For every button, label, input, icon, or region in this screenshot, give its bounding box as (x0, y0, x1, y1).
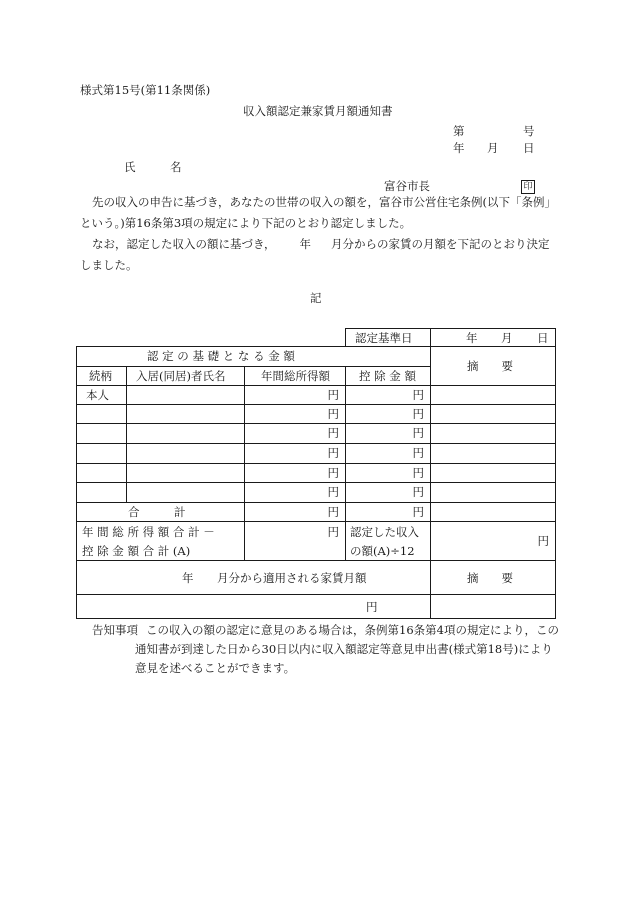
name-cell (126, 482, 245, 503)
col-income: 年間総所得額 (261, 369, 330, 383)
income-unit: 円 (327, 426, 339, 440)
income-unit: 円 (327, 446, 339, 460)
number-go: 号 (523, 124, 535, 138)
col-relation-cell (76, 366, 127, 386)
remarks-cell (430, 385, 556, 405)
col-relation: 続柄 (89, 369, 112, 383)
income-unit: 円 (327, 407, 339, 421)
relation-cell: 本人 (86, 388, 109, 402)
remarks-cell (430, 502, 556, 522)
certified-unit: 円 (537, 534, 549, 548)
date-day: 日 (523, 141, 535, 155)
seal-box: 印 (521, 180, 535, 194)
issuer: 富谷市長 (384, 179, 430, 193)
remarks-cell (430, 463, 556, 483)
remarks-header-cell (430, 346, 556, 386)
name-cell (126, 404, 245, 424)
rent-label: 月分から適用される家賃月額 (217, 571, 367, 585)
basis-header: 認 定 の 基 礎 と な る 金 額 (147, 349, 295, 363)
certified-label-2: の額(A)÷12 (350, 544, 415, 558)
total-deduction-unit: 円 (412, 505, 424, 519)
col-deduction: 控 除 金 額 (359, 369, 416, 383)
base-date-label-cell (345, 328, 431, 347)
difference-unit: 円 (327, 525, 339, 539)
base-date-month: 月 (501, 331, 513, 345)
remarks-header: 摘 要 (467, 359, 513, 373)
base-date-value-cell (430, 328, 556, 347)
base-date-day: 日 (537, 331, 549, 345)
document-title: 収入額認定兼家賃月額通知書 (243, 104, 393, 118)
rent-remarks: 摘 要 (467, 571, 513, 585)
notice-line-3: 意見を述べることができます。 (135, 661, 296, 675)
rent-year: 年 (182, 571, 194, 585)
certified-label-1: 認定した収入 (350, 525, 419, 539)
base-date-label: 認定基準日 (355, 331, 413, 345)
remarks-cell (430, 482, 556, 503)
col-name-cell (126, 366, 245, 386)
total-label: 合 計 (128, 505, 186, 519)
deduction-unit: 円 (412, 388, 424, 402)
paragraph-2-a: なお，認定した収入の額に基づき， (92, 237, 276, 251)
difference-label-1: 年 間 総 所 得 額 合 計 － (82, 525, 215, 539)
base-date-year: 年 (466, 331, 478, 345)
name-cell (126, 443, 245, 464)
deduction-unit: 円 (412, 466, 424, 480)
rent-unit: 円 (366, 600, 378, 614)
date-month: 月 (487, 141, 499, 155)
notice-line-1: この収入の額の認定に意見のある場合は，条例第16条第4項の規定により，この (146, 623, 559, 637)
name-label: 氏 名 (124, 160, 182, 174)
form-number: 様式第15号(第11条関係) (80, 83, 211, 97)
income-unit: 円 (327, 466, 339, 480)
income-unit: 円 (327, 485, 339, 499)
name-cell (126, 385, 245, 405)
col-income-cell (244, 366, 346, 386)
remarks-cell (430, 423, 556, 444)
paragraph-2 (80, 234, 560, 276)
notice-label: 告知事項 (92, 623, 138, 637)
paragraph-2-year: 年 (299, 237, 312, 251)
remarks-cell (430, 404, 556, 424)
rent-remarks-value (430, 594, 556, 619)
deduction-unit: 円 (412, 426, 424, 440)
deduction-unit: 円 (412, 407, 424, 421)
col-name: 入居(同居)者氏名 (136, 369, 226, 383)
col-deduction-cell (345, 366, 431, 386)
name-cell (126, 463, 245, 483)
deduction-unit: 円 (412, 485, 424, 499)
name-cell (126, 423, 245, 444)
total-income-unit: 円 (327, 505, 339, 519)
paragraph-1: 先の収入の申告に基づき，あなたの世帯の収入の額を，富谷市公営住宅条例(以下「条例」という。)第16条第3項の規定により下記のとおり認定しました。 (80, 195, 557, 230)
ki-mark: 記 (310, 291, 322, 305)
difference-label-2: 控 除 金 額 合 計 (A) (82, 544, 191, 558)
notice-line-2: 通知書が到達した日から30日以内に収入額認定等意見申出書(様式第18号)により (135, 642, 553, 656)
remarks-cell (430, 443, 556, 464)
date-year: 年 (453, 141, 465, 155)
basis-header-cell (76, 346, 431, 367)
number-dai: 第 (453, 124, 465, 138)
income-unit: 円 (327, 388, 339, 402)
deduction-unit: 円 (412, 446, 424, 460)
paragraph-2-b: 月分からの家賃の月額を下記のとおり決定しました。 (80, 237, 550, 272)
